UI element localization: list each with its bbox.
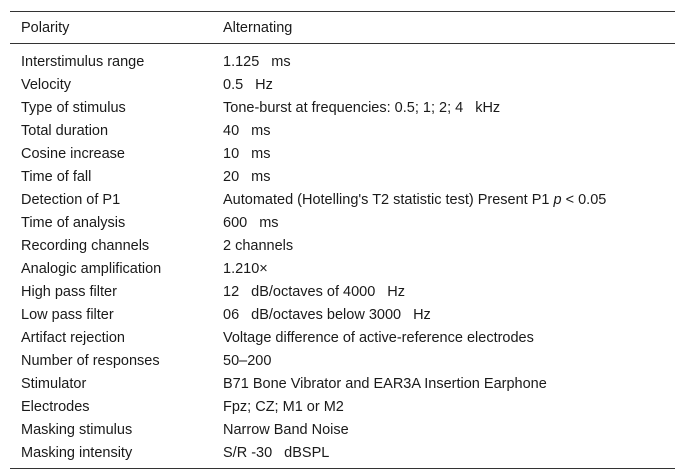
parameter-value: 2 channels: [223, 237, 294, 254]
parameter-name: Time of fall: [21, 168, 92, 185]
parameter-value: Automated (Hotelling's T2 statistic test) Present P1: [223, 191, 550, 208]
parameter-name: Type of stimulus: [21, 99, 126, 116]
parameter-value-cell: [223, 119, 675, 142]
table-row: [10, 257, 675, 280]
table-row: [10, 395, 675, 418]
parameter-value: 1.125: [223, 53, 260, 70]
parameter-value-cell: [223, 303, 675, 326]
parameter-value-cell: [223, 73, 675, 96]
parameter-name: Number of responses: [21, 352, 160, 369]
table-row: [10, 418, 675, 441]
table-row: [10, 211, 675, 234]
parameter-unit: ms: [259, 214, 279, 231]
parameter-name: Analogic amplification: [21, 260, 162, 277]
parameter-value-cell: [223, 257, 675, 280]
parameter-value: 40: [223, 122, 240, 139]
parameter-value-cell: [223, 280, 675, 303]
table-row: [10, 165, 675, 188]
parameter-value: Narrow Band Noise: [223, 421, 349, 438]
parameter-value: 06: [223, 306, 240, 323]
table-row: [10, 142, 675, 165]
parameter-value-cell: [223, 188, 675, 211]
parameter-unit: ms: [251, 145, 271, 162]
header-alternating: Alternating: [223, 19, 293, 36]
p-value-threshold: < 0.05: [561, 191, 607, 208]
parameter-value-cell: [223, 395, 675, 418]
parameter-value: 12: [223, 283, 240, 300]
parameter-unit: ms: [251, 168, 271, 185]
parameter-name: Recording channels: [21, 237, 150, 254]
parameter-name: Masking intensity: [21, 444, 133, 461]
parameter-name: Interstimulus range: [21, 53, 145, 70]
table-row: [10, 441, 675, 469]
parameter-name: Low pass filter: [21, 306, 114, 323]
parameter-value: Tone-burst at frequencies: 0.5; 1; 2; 4: [223, 99, 464, 116]
parameter-value: B71 Bone Vibrator and EAR3A Insertion Earphone: [223, 375, 547, 392]
parameter-value: 600: [223, 214, 248, 231]
parameter-unit: Hz: [255, 76, 273, 93]
parameter-unit: ms: [271, 53, 291, 70]
parameter-value-cell: [223, 142, 675, 165]
parameter-value-cell: [223, 441, 675, 469]
parameter-name: Total duration: [21, 122, 109, 139]
parameter-name: Velocity: [21, 76, 71, 93]
parameter-name: High pass filter: [21, 283, 117, 300]
table-row: [10, 234, 675, 257]
parameter-unit: Hz: [387, 283, 406, 300]
parameter-value: Voltage difference of active-reference electrodes: [223, 329, 534, 346]
table-row: [10, 372, 675, 395]
table-header: [10, 12, 675, 44]
parameters-table-container: [10, 11, 675, 469]
parameter-name: Stimulator: [21, 375, 87, 392]
parameter-name: Time of analysis: [21, 214, 126, 231]
table-row: [10, 96, 675, 119]
parameter-value-cell: [223, 326, 675, 349]
parameter-value-cell: [223, 211, 675, 234]
table-row: [10, 73, 675, 96]
parameter-unit: kHz: [475, 99, 501, 116]
table-row: [10, 326, 675, 349]
parameter-value-cell: [223, 418, 675, 441]
parameter-value-cell: [223, 234, 675, 257]
parameter-detail: dB/octaves of 4000: [251, 283, 376, 300]
table-row: [10, 188, 675, 211]
table-row: [10, 280, 675, 303]
parameter-name: Artifact rejection: [21, 329, 125, 346]
parameter-value: 50–200: [223, 352, 272, 369]
table-header-row: [10, 12, 675, 44]
parameter-unit: ms: [251, 122, 271, 139]
parameter-value: Fpz; CZ; M1 or M2: [223, 398, 344, 415]
parameters-table: [10, 11, 675, 469]
parameter-value: 0.5: [223, 76, 244, 93]
parameter-value-cell: [223, 349, 675, 372]
table-row: [10, 349, 675, 372]
table-row: [10, 44, 675, 74]
parameter-name: Masking stimulus: [21, 421, 133, 438]
parameter-value-cell: [223, 372, 675, 395]
parameter-value: S/R -30: [223, 444, 273, 461]
parameter-name: Electrodes: [21, 398, 90, 415]
parameter-value: 10: [223, 145, 240, 162]
header-polarity: Polarity: [21, 19, 70, 36]
parameter-name: Detection of P1: [21, 191, 121, 208]
parameter-unit: Hz: [413, 306, 431, 323]
parameter-detail: dB/octaves below 3000: [251, 306, 402, 323]
table-body: [10, 44, 675, 469]
parameter-name: Cosine increase: [21, 145, 125, 162]
parameter-unit: dBSPL: [284, 444, 330, 461]
parameter-value-cell: [223, 44, 675, 74]
parameter-value: 1.210×: [223, 260, 268, 277]
parameter-value-cell: [223, 165, 675, 188]
parameter-value-cell: [223, 96, 675, 119]
p-value-symbol: p: [553, 191, 562, 208]
table-row: [10, 303, 675, 326]
parameter-value: 20: [223, 168, 240, 185]
table-row: [10, 119, 675, 142]
